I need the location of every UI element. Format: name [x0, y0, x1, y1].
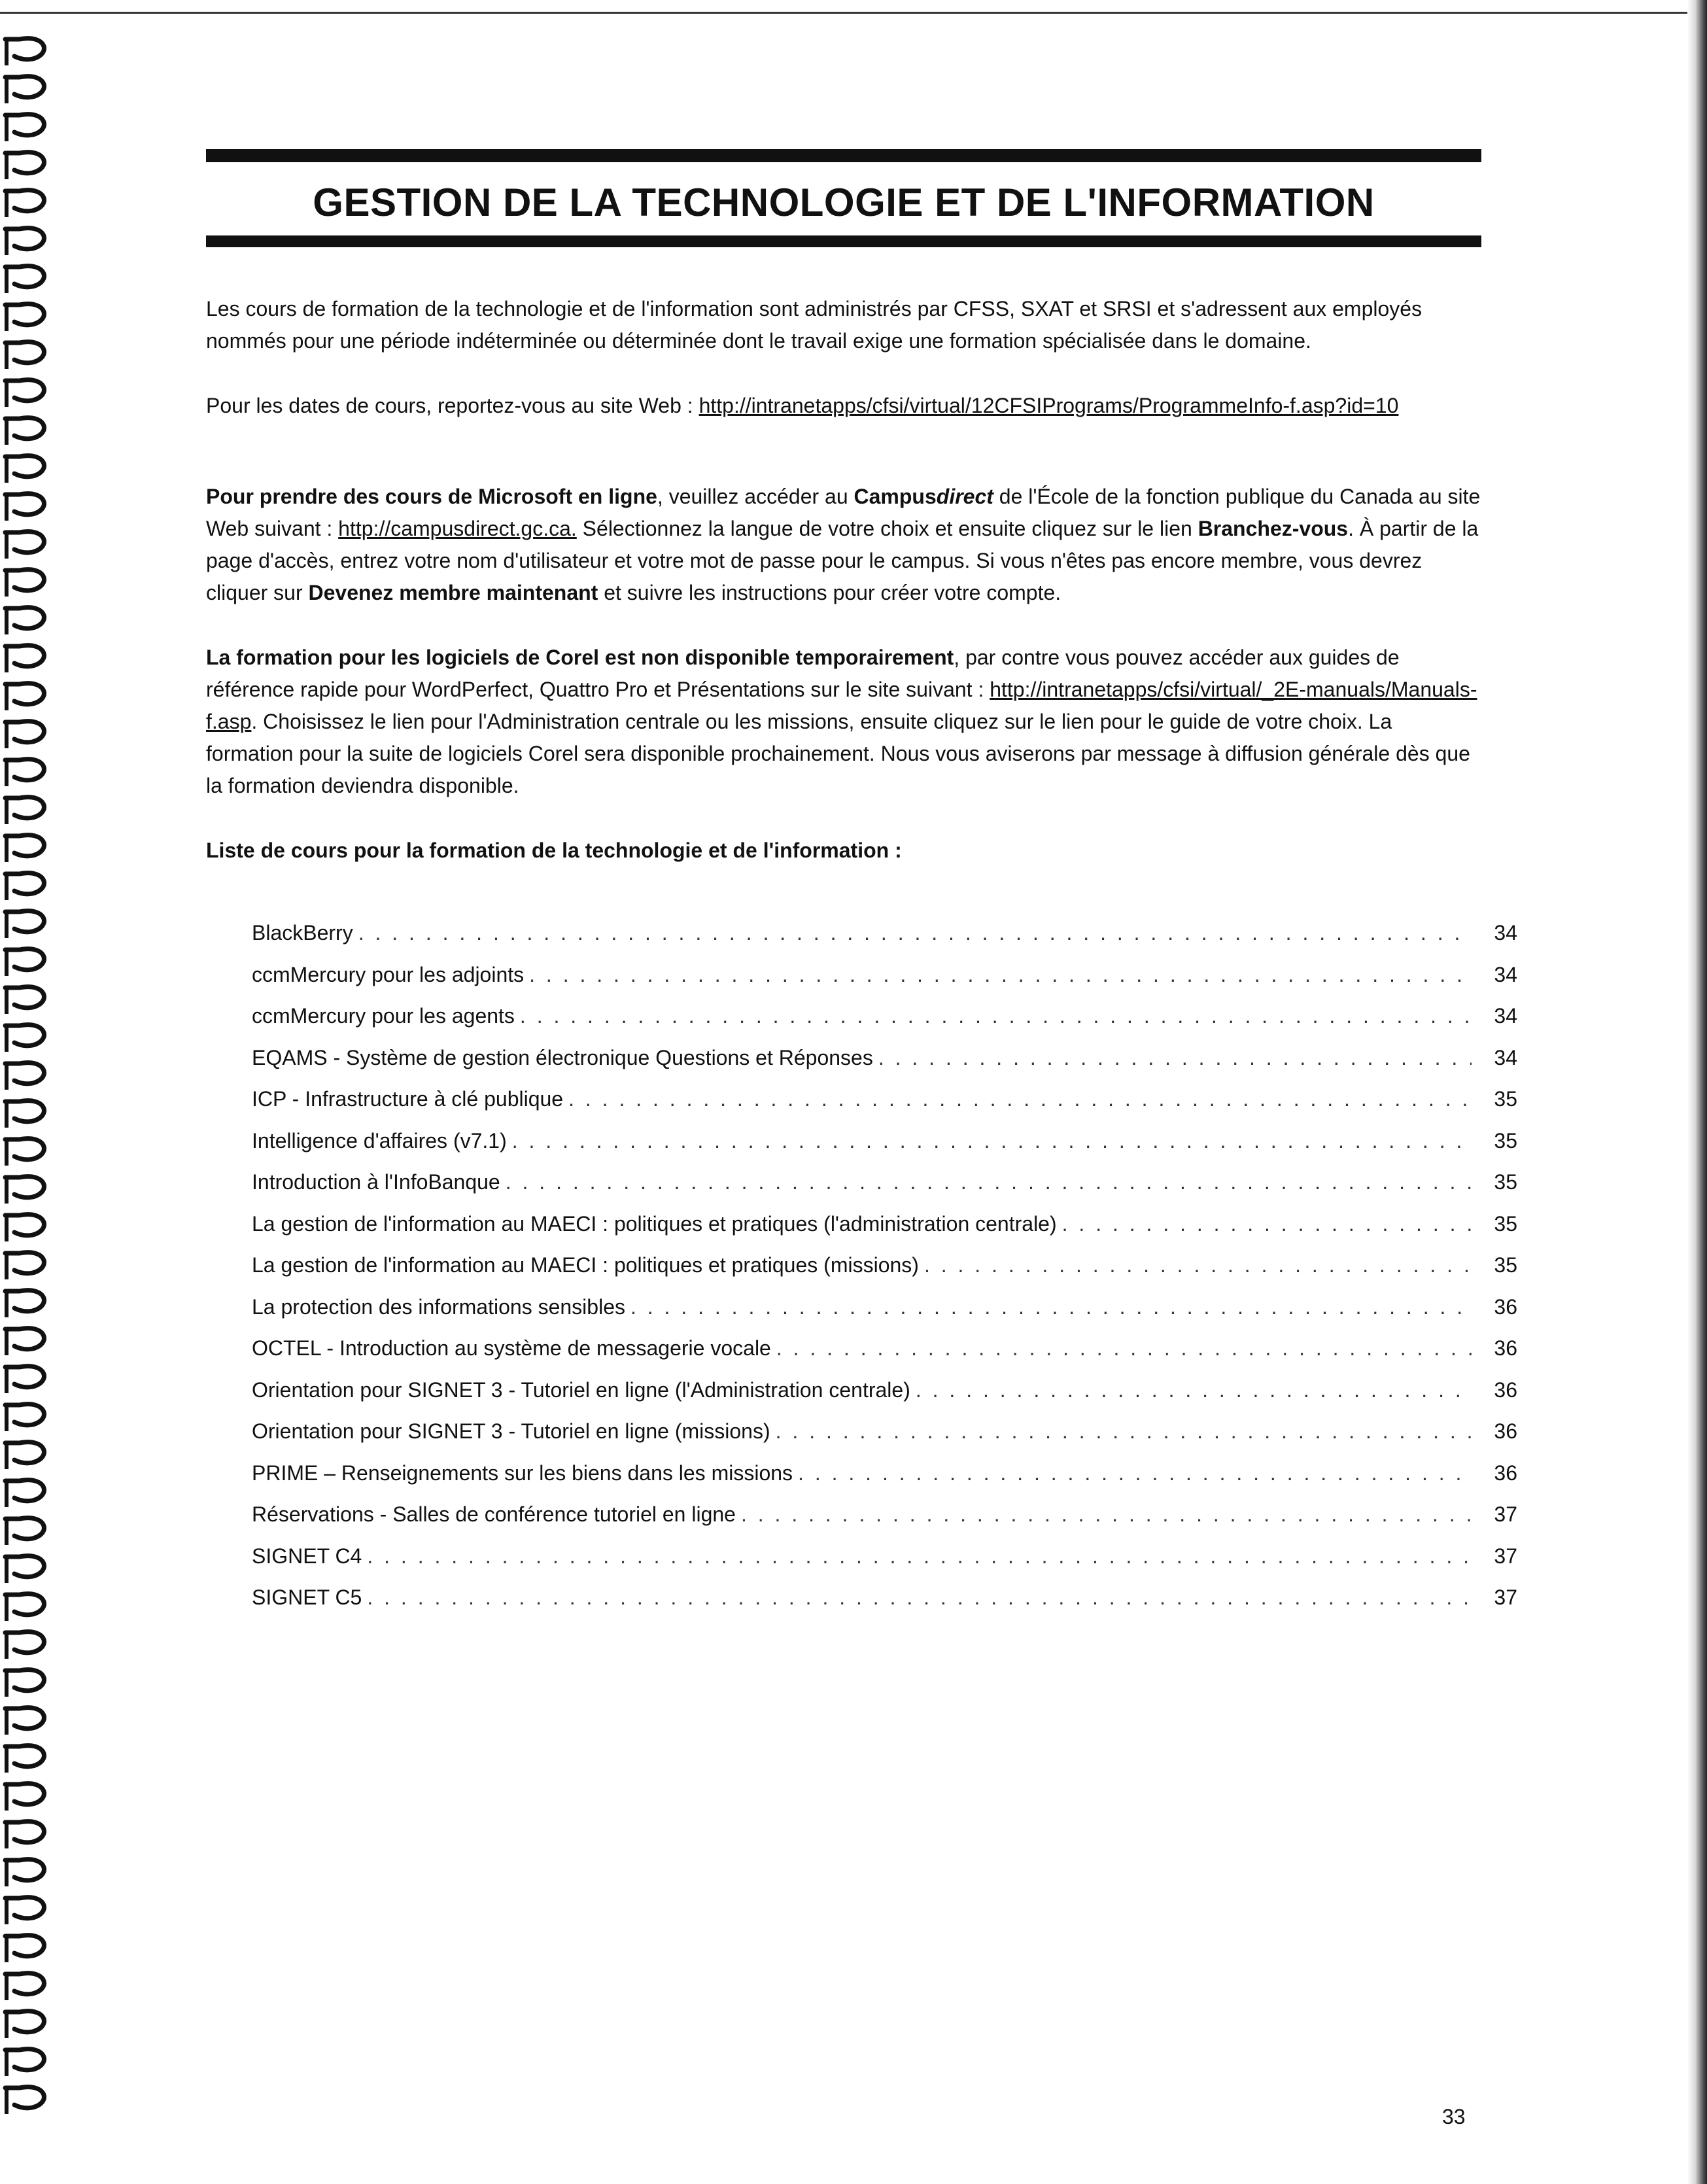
microsoft-text-4: . À partir de la page d'accès, entrez votre nom d'utilisateur et votre mot de passe pour le campus. Si vous n'êtes pas encore membre, vous devrez cliquer sur — [206, 517, 1479, 604]
course-page-number: 37 — [1494, 1544, 1517, 1568]
course-title: La gestion de l'information au MAECI : politiques et pratiques (l'administration centrale) — [252, 1211, 1057, 1236]
heading-rule-bottom — [206, 235, 1481, 247]
course-list-item — [252, 1245, 1517, 1287]
campusdirect-link[interactable]: http://campusdirect.gc.ca. — [338, 517, 577, 540]
dates-text: Pour les dates de cours, reportez-vous au site Web : — [206, 394, 699, 417]
dot-leader — [776, 1328, 1472, 1370]
course-list-item — [252, 912, 1517, 954]
dot-leader — [520, 996, 1472, 1037]
spiral-loop — [5, 570, 44, 591]
spiral-loop — [5, 1442, 44, 1463]
course-list-item — [252, 1120, 1517, 1162]
course-page-number: 35 — [1494, 1170, 1517, 1194]
dot-leader — [529, 954, 1472, 996]
spiral-loop — [5, 684, 44, 704]
spiral-loop — [5, 456, 44, 477]
spiral-loop — [5, 266, 44, 287]
course-list-item — [252, 1536, 1517, 1578]
dot-leader — [878, 1037, 1472, 1079]
corel-text-1: , par contre vous pouvez accéder aux guides de référence rapide pour WordPerfect, Quattro Pro et Présentations sur le site suivant : — [206, 646, 1400, 701]
course-list-item — [252, 1453, 1517, 1495]
course-list-item — [252, 1328, 1517, 1370]
course-page-number: 34 — [1494, 1004, 1517, 1028]
dot-leader — [1062, 1204, 1472, 1245]
dot-leader — [798, 1453, 1472, 1495]
course-list-item — [252, 1037, 1517, 1079]
microsoft-bold-3: Branchez-vous — [1198, 517, 1349, 540]
spiral-loop — [5, 1253, 44, 1274]
course-page-number: 35 — [1494, 1128, 1517, 1153]
course-list-item — [252, 1577, 1517, 1619]
microsoft-bold-1: Pour prendre des cours de Microsoft en ligne — [206, 485, 657, 508]
course-page-number: 34 — [1494, 921, 1517, 945]
course-title: Réservations - Salles de conférence tutoriel en ligne — [252, 1502, 736, 1526]
course-page-number: 35 — [1494, 1211, 1517, 1236]
spiral-loop — [5, 114, 44, 135]
corel-text-2: . Choisissez le lien pour l'Administration centrale ou les missions, ensuite cliquez sur le lien pour le guide de votre choix. La formation pour la suite de logiciels Corel sera disponible prochainement. Nous vous aviserons par message à diffusion générale dès que la formation deviendra disponible. — [206, 710, 1470, 797]
dot-leader — [512, 1120, 1472, 1162]
course-page-number: 35 — [1494, 1087, 1517, 1111]
course-title: SIGNET C5 — [252, 1586, 362, 1609]
dot-leader — [776, 1411, 1472, 1453]
spiral-loop — [5, 873, 44, 894]
spiral-loop — [5, 1935, 44, 1956]
content — [206, 293, 1517, 1619]
dot-leader — [367, 1577, 1472, 1619]
course-list-item — [252, 1204, 1517, 1245]
spiral-loop — [5, 2011, 44, 2032]
microsoft-text-1: , veuillez accéder au — [657, 485, 854, 508]
dot-leader — [358, 912, 1472, 954]
course-title: SIGNET C4 — [252, 1544, 362, 1568]
course-page-number: 36 — [1494, 1336, 1517, 1360]
course-list-item — [252, 996, 1517, 1037]
dates-paragraph — [206, 390, 1481, 422]
spiral-loop — [5, 608, 44, 629]
dot-leader — [506, 1162, 1472, 1204]
course-list-item — [252, 1370, 1517, 1412]
microsoft-bold-2: Campus — [854, 485, 937, 508]
spiral-loop — [5, 1404, 44, 1425]
spiral-loop — [5, 1291, 44, 1311]
course-title: ICP - Infrastructure à clé publique — [252, 1087, 564, 1111]
course-page-number: 37 — [1494, 1502, 1517, 1526]
spiral-loop — [5, 1025, 44, 1046]
course-title: Orientation pour SIGNET 3 - Tutoriel en ligne (l'Administration centrale) — [252, 1378, 910, 1402]
course-list-item — [252, 1079, 1517, 1120]
dot-leader — [916, 1370, 1472, 1412]
spiral-loop — [5, 1973, 44, 1994]
course-title: Intelligence d'affaires (v7.1) — [252, 1128, 507, 1153]
spiral-loop — [5, 987, 44, 1008]
course-title: BlackBerry — [252, 921, 353, 945]
spiral-binding — [0, 26, 72, 2139]
course-title: EQAMS - Système de gestion électronique Questions et Réponses — [252, 1045, 873, 1069]
dot-leader — [924, 1245, 1472, 1287]
spiral-loop — [5, 304, 44, 325]
spiral-loop — [5, 1632, 44, 1653]
dates-link[interactable]: http://intranetapps/cfsi/virtual/12CFSIPrograms/ProgrammeInfo-f.asp?id=10 — [698, 394, 1399, 417]
microsoft-text-2: de l'École de la fonction publique du Canada au site Web suivant : — [206, 485, 1481, 540]
spiral-loop — [5, 1063, 44, 1084]
spiral-loop — [5, 1784, 44, 1805]
dot-leader — [630, 1287, 1472, 1328]
spiral-loop — [5, 1366, 44, 1387]
spiral-loop — [5, 1328, 44, 1349]
spiral-loop — [5, 77, 44, 97]
spiral-loop — [5, 228, 44, 249]
spiral-loop — [5, 532, 44, 553]
page-number: 33 — [1442, 2105, 1466, 2128]
course-page-number: 36 — [1494, 1378, 1517, 1402]
spiral-loop — [5, 1898, 44, 1918]
microsoft-bold-4: Devenez membre maintenant — [308, 581, 598, 604]
course-list-item — [252, 1411, 1517, 1453]
microsoft-text-5: et suivre les instructions pour créer votre compte. — [598, 581, 1061, 604]
course-page-number: 36 — [1494, 1419, 1517, 1443]
spiral-loop — [5, 1139, 44, 1160]
spiral-loop — [5, 2087, 44, 2108]
spiral-loop — [5, 759, 44, 780]
spiral-loop — [5, 835, 44, 856]
course-page-number: 36 — [1494, 1294, 1517, 1319]
course-title: La protection des informations sensibles — [252, 1294, 625, 1319]
spiral-loop — [5, 949, 44, 970]
spiral-loop — [5, 1860, 44, 1881]
spiral-loop — [5, 1670, 44, 1691]
spiral-loop — [5, 646, 44, 667]
course-title: ccmMercury pour les agents — [252, 1004, 515, 1028]
spiral-loop — [5, 1518, 44, 1539]
heading-rule-top — [206, 149, 1481, 162]
spiral-loop — [5, 797, 44, 818]
corel-bold-1: La formation pour les logiciels de Corel est non disponible temporairement — [206, 646, 954, 669]
course-title: La gestion de l'information au MAECI : politiques et pratiques (missions) — [252, 1253, 919, 1277]
course-list-heading: Liste de cours pour la formation de la technologie et de l'information : — [206, 839, 902, 862]
course-list — [252, 912, 1517, 1619]
spiral-loop — [5, 342, 44, 363]
course-page-number: 34 — [1494, 962, 1517, 986]
course-title: Introduction à l'InfoBanque — [252, 1170, 500, 1194]
course-list-item — [252, 1162, 1517, 1204]
spiral-loop — [5, 152, 44, 173]
course-page-number: 37 — [1494, 1586, 1517, 1609]
course-list-item — [252, 954, 1517, 996]
spiral-loop — [5, 1746, 44, 1767]
course-list-item — [252, 1494, 1517, 1536]
corel-manuals-link[interactable]: http://intranetapps/cfsi/virtual/_2E-manuals/Manuals-f.asp — [206, 678, 1477, 733]
spiral-loop — [5, 1480, 44, 1501]
corel-paragraph — [206, 642, 1481, 802]
spiral-loop — [5, 1556, 44, 1577]
page-right-edge — [1687, 0, 1707, 2184]
document-page — [206, 149, 1517, 1619]
dot-leader — [568, 1079, 1472, 1120]
spiral-loop — [5, 190, 44, 211]
course-title: PRIME – Renseignements sur les biens dans les missions — [252, 1461, 793, 1485]
dot-leader — [367, 1536, 1472, 1578]
spiral-loop — [5, 39, 44, 60]
course-title: OCTEL - Introduction au système de messagerie vocale — [252, 1336, 771, 1360]
microsoft-bold-2-italic: direct — [936, 485, 993, 508]
microsoft-paragraph — [206, 481, 1481, 609]
page-heading: GESTION DE LA TECHNOLOGIE ET DE L'INFORMATION — [313, 181, 1375, 224]
course-page-number: 34 — [1494, 1045, 1517, 1069]
spiral-loop — [5, 1215, 44, 1236]
spiral-loop — [5, 721, 44, 742]
spiral-loop — [5, 1594, 44, 1615]
course-title: Orientation pour SIGNET 3 - Tutoriel en ligne (missions) — [252, 1419, 770, 1443]
spiral-binding-graphic — [0, 26, 72, 2139]
spiral-loop — [5, 1822, 44, 1843]
spiral-loop — [5, 380, 44, 401]
spiral-loop — [5, 2049, 44, 2070]
microsoft-text-3: Sélectionnez la langue de votre choix et ensuite cliquez sur le lien — [576, 517, 1198, 540]
intro-paragraph: Les cours de formation de la technologie et de l'information sont administrés par CFSS, SXAT et SRSI et s'adressent aux employés nommés pour une période indéterminée ou déterminée dont le travail exige une formation spécialisée dans le domaine. — [206, 297, 1422, 353]
course-list-item — [252, 1287, 1517, 1328]
spiral-loop — [5, 494, 44, 515]
page-top-edge — [0, 12, 1694, 14]
dot-leader — [741, 1494, 1472, 1536]
spiral-loop — [5, 1708, 44, 1729]
spiral-loop — [5, 418, 44, 439]
spiral-loop — [5, 1101, 44, 1122]
course-title: ccmMercury pour les adjoints — [252, 962, 525, 986]
spiral-loop — [5, 1177, 44, 1198]
course-page-number: 36 — [1494, 1461, 1517, 1485]
spiral-loop — [5, 911, 44, 932]
course-page-number: 35 — [1494, 1253, 1517, 1277]
